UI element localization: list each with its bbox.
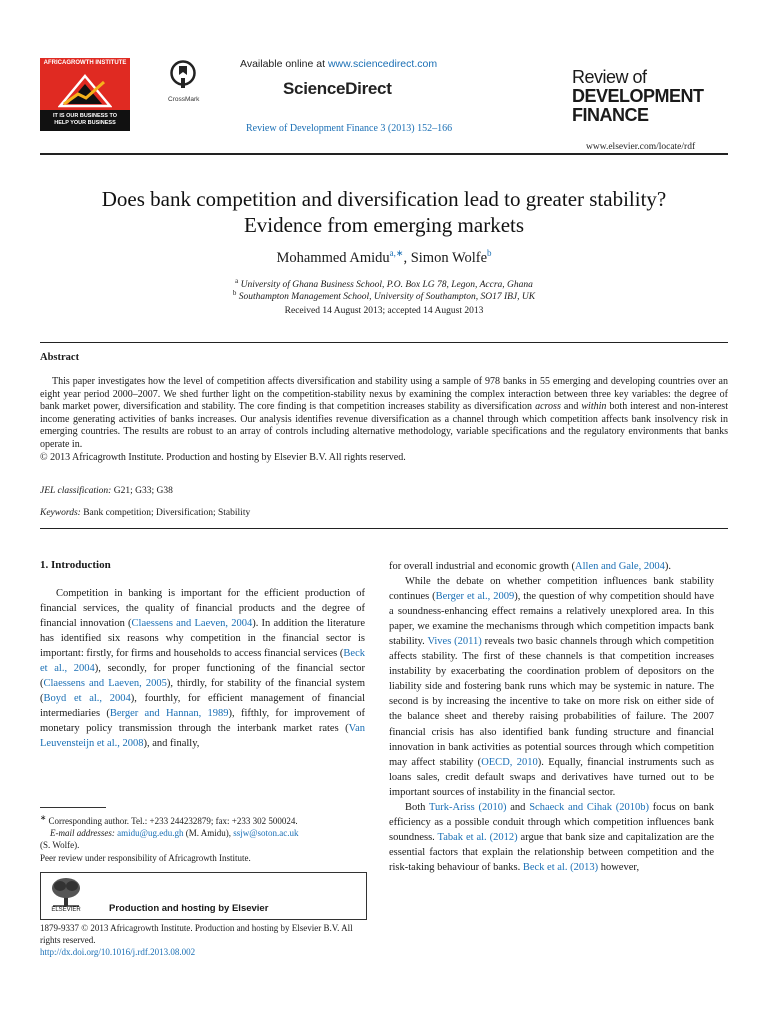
affiliation-b: $^b$ Southampton Management School, University of Southampton, SO17 IBJ, UK xyxy=(232,289,536,303)
citation-link[interactable]: Beck et al. (2013) xyxy=(522,861,599,873)
footnote-emails: E-mail addresses: amidu@ug.edu.gh (M. Amidu), ssjw@soton.ac.uk xyxy=(50,828,299,839)
rdf-logo-line2: DEVELOPMENT xyxy=(572,86,704,106)
jel-classification: JEL classification: G21; G33; G38 xyxy=(40,486,173,496)
citation-link[interactable]: Allen and Gale, 2004 xyxy=(575,561,665,572)
issn-copyright: 1879-9337 © 2013 Africagrowth Institute. Production and hosting by Elsevier B.V. All rights reserved. xyxy=(40,923,353,946)
abstract-bottom-divider xyxy=(40,528,728,529)
doi-link[interactable]: http://dx.doi.org/10.1016/j.rdf.2013.08.002 xyxy=(40,947,196,958)
footnote-corresponding: ∗ Corresponding author. Tel.: +233 244232879; fax: +233 302 500024. xyxy=(40,813,298,826)
title-line1: Does bank competition and diversification lead to greater stability? xyxy=(101,187,667,211)
available-online xyxy=(240,58,437,70)
intro-left-column xyxy=(40,586,365,752)
authors xyxy=(40,248,728,267)
intro-continuation: for overall industrial and economic growth (Allen and Gale, 2004). xyxy=(389,561,671,572)
author-2-sup[interactable]: b xyxy=(487,248,492,258)
citation-link[interactable]: Claessens and Laeven, 2004 xyxy=(131,618,253,630)
elsevier-url[interactable]: www.elsevier.com/locate/rdf xyxy=(586,142,696,152)
crossmark-icon xyxy=(170,60,196,90)
logo-top-text: AFRICAGROWTH INSTITUTE xyxy=(43,60,127,66)
citation-link[interactable]: Berger et al., 2009 xyxy=(435,591,515,603)
header-divider xyxy=(40,153,728,155)
sciencedirect-link[interactable]: www.sciencedirect.com xyxy=(327,58,438,70)
title-line2: Evidence from emerging markets xyxy=(243,213,525,237)
article-title xyxy=(40,186,728,238)
citation-link[interactable]: Beck et al., 2004 xyxy=(40,648,365,675)
logo-triangle-icon xyxy=(58,74,112,108)
citation-link[interactable]: Van Leuvensteijn et al., 2008 xyxy=(40,723,365,750)
author-2: Simon Wolfe xyxy=(410,249,488,266)
footnote-divider xyxy=(40,807,106,808)
production-text: Production and hosting by Elsevier xyxy=(109,903,269,914)
available-prefix: Available online at xyxy=(240,58,328,70)
intro-paragraph-2: While the debate on whether competition influences bank stability continues (Berger et al., 2009), the question of why competition should have a soundness-enhancing effect remains a relatively unexplored area. In this paper, we examine the mechanisms through which competition impacts bank stability. Vives (2011) reveals two basic channels through which competition affects stability. The first of these channels is that competition increases instability by exacerbating the coordination problem of depositors on the liability side and fostering bank runs which may be systemic in nature. The second is by increasing the incentive to take on more risk on either side of the balance sheet and thereby raising probabilities of failure. The 2007 financial crisis has also identified bank funding structure and financial innovation in bank activities as potential sources through which competition may affect stability (OECD, 2010). Equally, financial instruments such as loans sales, credit default swaps and derivatives have turned out to be important sources of instability in the financial sector. xyxy=(389,576,714,798)
elsevier-tree-icon xyxy=(49,877,83,907)
africagrowth-logo xyxy=(40,58,130,131)
footnote-wolfe-name: (S. Wolfe). xyxy=(40,840,80,851)
citation-link[interactable]: Vives (2011) xyxy=(427,636,482,648)
abstract-text: This paper investigates how the level of competition affects diversification and stability using a sample of 978 banks in 55 emerging and developing countries over an eight year period 2000–2007. We shed further light on the competition-stability nexus by examining the complex interaction between three key variables: the degree of bank market power, diversification and stability. The core finding is that competition increases stability as diversification across and within both interest and non-interest income generating activities of banks increases. Our analysis identifies revenue diversification as a channel through which competition affects bank insolvency risk in emerging countries. The results are robust to an array of controls including alternative methodology, variable specifications and the regulatory environments that banks operate in. xyxy=(40,376,728,450)
intro-paragraph-1: Competition in banking is important for the efficient production of financial services, the quality of financial products and the degree of financial innovation (Claessens and Laeven, 2004). In addition the literature has identified six reasons why competition in the financial sector is important: firstly, for firms and households to access financial services (Beck et al., 2004), secondly, for proper functioning of the financial sector (Claessens and Laeven, 2005), thirdly, for stability of the financial system (Boyd et al., 2004), fourthly, for efficient management of financial intermediaries (Berger and Hannan, 1989), fifthly, for improvement of monetary policy transmission through the interbank market rates (Van Leuvensteijn et al., 2008), and finally, xyxy=(40,588,365,750)
email-link-wolfe[interactable]: ssjw@soton.ac.uk xyxy=(233,828,299,839)
section-heading-introduction: 1. Introduction xyxy=(40,559,111,571)
citation-link[interactable]: Tabak et al. (2012) xyxy=(437,831,518,843)
logo-bottom-text: IT IS OUR BUSINESS TO HELP YOUR BUSINESS xyxy=(52,113,118,126)
abstract-top-divider xyxy=(40,342,728,343)
author-1: Mohammed Amidu xyxy=(276,249,390,266)
email-link-amidu[interactable]: amidu@ug.edu.gh xyxy=(117,828,184,839)
author-1-sup[interactable]: a,∗ xyxy=(389,248,404,258)
abstract-copyright: © 2013 Africagrowth Institute. Production and hosting by Elsevier B.V. All rights reserved. xyxy=(40,451,406,463)
keywords: Keywords: Bank competition; Diversification; Stability xyxy=(40,508,251,518)
citation-link[interactable]: Berger and Hannan, 1989 xyxy=(109,708,229,720)
sciencedirect-logo: ScienceDirect xyxy=(283,79,392,98)
citation-link[interactable]: Turk-Ariss (2010) xyxy=(429,801,507,813)
rdf-logo-line1: Review of xyxy=(572,67,647,87)
bottom-copyright xyxy=(40,922,365,959)
affiliation-a: $^a$ University of Ghana Business School, P.O. Box LG 78, Legon, Accra, Ghana xyxy=(235,277,533,291)
citation-link[interactable]: Schaeck and Cihak (2010b) xyxy=(529,801,650,813)
intro-right-column xyxy=(389,559,714,875)
crossmark-button[interactable] xyxy=(168,60,198,103)
footnote-peer-review: Peer review under responsibility of Africagrowth Institute. xyxy=(40,852,251,863)
intro-paragraph-3: Both Turk-Ariss (2010) and Schaeck and Cihak (2010b) focus on bank efficiency as a possible conduit through which competition influences bank soundness. Tabak et al. (2012) argue that bank size and capitalization are the essential factors that explain the relationship between competition and the risk-taking behaviour of banks. Beck et al. (2013) however, xyxy=(389,801,715,873)
footnote xyxy=(40,812,365,864)
author-separator: , xyxy=(403,249,411,266)
production-hosting-box xyxy=(40,872,367,920)
citation-link[interactable]: OECD, 2010 xyxy=(481,756,538,768)
citation-link[interactable]: Claessens and Laeven, 2005 xyxy=(43,678,167,690)
rdf-journal-logo xyxy=(572,68,704,125)
abstract-body xyxy=(40,376,728,464)
rdf-logo-line3: FINANCE xyxy=(572,105,649,125)
crossmark-label: CrossMark xyxy=(168,96,200,103)
abstract-heading: Abstract xyxy=(40,352,80,363)
elsevier-wordmark: ELSEVIER xyxy=(51,907,81,913)
received-dates: Received 14 August 2013; accepted 14 August 2013 xyxy=(284,306,484,316)
citation-link[interactable]: Boyd et al., 2004 xyxy=(43,693,131,705)
journal-reference-link[interactable]: Review of Development Finance 3 (2013) 152–166 xyxy=(246,123,453,134)
